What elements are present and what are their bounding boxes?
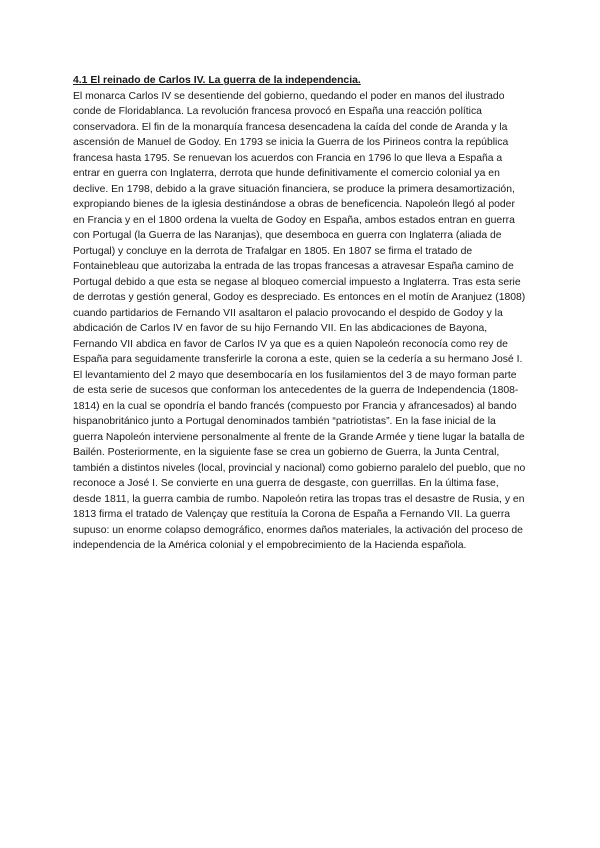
section-heading: 4.1 El reinado de Carlos IV. La guerra de la independencia. — [73, 75, 361, 86]
body-paragraph: El monarca Carlos IV se desentiende del gobierno, quedando el poder en manos del ilustrado conde de Floridablanca. La revolución francesa provocó en España una reacción política conservadora. El fin de la monarquía francesa desencadena la caída del conde de Aranda y la ascensión de Manuel de Godoy. En 1793 se inicia la Guerra de los Pirineos contra la república francesa hasta 1795. Se renuevan los acuerdos con Francia en 1796 lo que lleva a España a entrar en guerra con Inglaterra, derrota que hunde definitivamente el comercio colonial ya en declive. En 1798, debido a la grave situación financiera, se produce la primera desamortización, expropiando bienes de la iglesia destinándose a obras de beneficencia. Napoleón llegó al poder en Francia y en el 1800 ordena la vuelta de Godoy en España, ambos estados entran en guerra con Portugal (la Guerra de las Naranjas), que desemboca en guerra con Inglaterra (aliada de Portugal) y concluye en la derrota de Trafalgar en 1805. En 1807 se firma el tratado de Fontainebleau que autorizaba la entrada de las tropas francesas a atravesar España camino de Portugal debido a que esta se negase al bloqueo comercial impuesto a Inglaterra. Tras esta serie de derrotas y gestión general, Godoy es despreciado. Es entonces en el motín de Aranjuez (1808) cuando partidarios de Fernando VII asaltaron el palacio provocando el despido de Godoy y la abdicación de Carlos IV en favor de su hijo Fernando VII. En las abdicaciones de Bayona, Fernando VII abdica en favor de Carlos IV ya que es a quien Napoleón reconocía como rey de España para seguidamente transferirle la corona a este, quien se la cedería a su hermano José I. El levantamiento del 2 mayo que desembocaría en los fusilamientos del 3 de mayo forman parte de esta serie de sucesos que conforman los antecedentes de la guerra de Independencia (1808-1814) en la cual se opondría el bando francés (compuesto por Francia y afrancesados) al bando hispanobritánico junto a Portugal denominados también “patriotistas”. En la fase inicial de la guerra Napoleón interviene personalmente al frente de la Grande Armée y tiene lugar la batalla de Bailén. Posteriormente, en la siguiente fase se crea un gobierno de Guerra, la Junta Central, también a distintos niveles (local, provincial y nacional) como gobierno paralelo del pueblo, que no reconoce a José I. Se convierte en una guerra de desgaste, con guerrillas. En la última fase, desde 1811, la guerra cambia de rumbo. Napoleón retira las tropas tras el desastre de Rusia, y en 1813 firma el tratado de Valençay que restituía la Corona de España a Fernando VII. La guerra supuso: un enorme colapso demográfico, enormes daños materiales, la activación del proceso de independencia de la América colonial y el empobrecimiento de la Hacienda española. — [73, 90, 526, 551]
document-content — [73, 73, 528, 554]
